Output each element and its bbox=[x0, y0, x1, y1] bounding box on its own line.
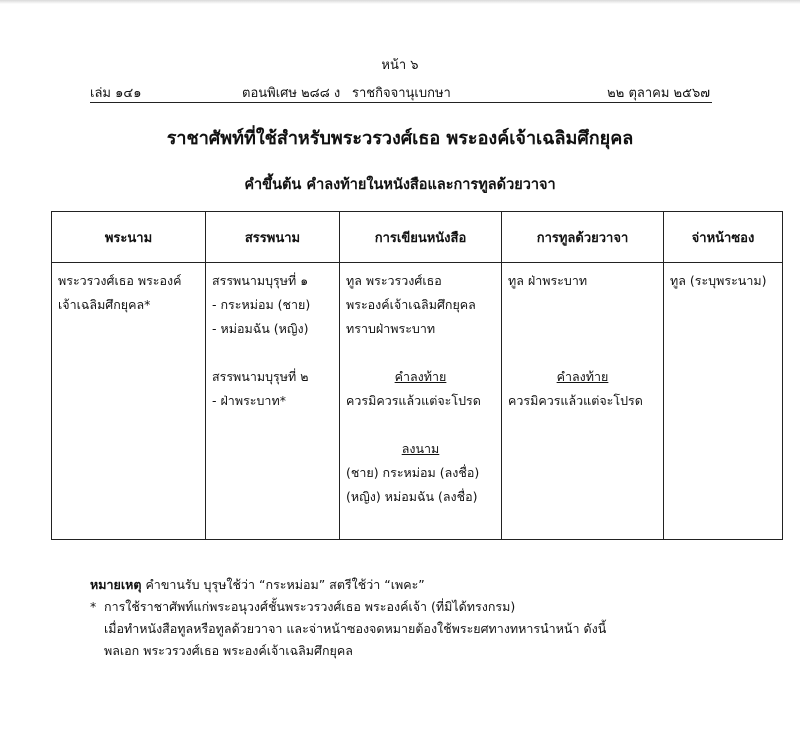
remark-label: หมายเหตุ bbox=[90, 577, 142, 592]
name-line: เจ้าเฉลิมศึกยุคล* bbox=[58, 297, 151, 312]
publish-date: ๒๒ ตุลาคม ๒๕๖๗ bbox=[607, 86, 710, 101]
name-line: พระวรวงศ์เธอ พระองค์ bbox=[58, 273, 182, 288]
column-header-name: พระนาม bbox=[52, 212, 206, 263]
cell-speech bbox=[502, 263, 664, 540]
remark-row bbox=[90, 574, 770, 596]
signature-male: (ชาย) กระหม่อม (ลงชื่อ) bbox=[346, 465, 480, 480]
page-top-edge bbox=[0, 0, 800, 4]
column-header-writing: การเขียนหนังสือ bbox=[340, 212, 502, 263]
footnote-line: พลเอก พระวรวงศ์เธอ พระองค์เจ้าเฉลิมศึกยุคล bbox=[104, 643, 353, 658]
notes-section bbox=[90, 574, 770, 662]
column-header-speech: การทูลด้วยวาจา bbox=[502, 212, 664, 263]
table-header-row bbox=[52, 212, 783, 263]
writing-line: พระองค์เจ้าเฉลิมศึกยุคล bbox=[346, 297, 476, 312]
first-person-female: - หม่อมฉัน (หญิง) bbox=[212, 321, 309, 336]
footnote-row bbox=[90, 596, 770, 618]
volume-label: เล่ม ๑๔๑ bbox=[90, 86, 142, 101]
column-header-envelope: จ่าหน้าซอง bbox=[664, 212, 783, 263]
document-subtitle: คำขึ้นต้น คำลงท้ายในหนังสือและการทูลด้วยวาจา bbox=[244, 177, 556, 193]
table-row bbox=[52, 263, 783, 540]
speech-line: ทูล ฝ่าพระบาท bbox=[508, 273, 588, 288]
signature-female: (หญิง) หม่อมฉัน (ลงชื่อ) bbox=[346, 489, 478, 504]
writing-closing-label: คำลงท้าย bbox=[394, 369, 447, 384]
signature-label: ลงนาม bbox=[401, 441, 440, 456]
envelope-line: ทูล (ระบุพระนาม) bbox=[670, 273, 767, 288]
remark-text: คำขานรับ บุรุษใช้ว่า “กระหม่อม” สตรีใช้ว่า “เพคะ” bbox=[145, 577, 425, 592]
speech-closing-label: คำลงท้าย bbox=[556, 369, 609, 384]
speech-closing-text: ควรมิควรแล้วแต่จะโปรด bbox=[508, 393, 643, 408]
cell-writing bbox=[340, 263, 502, 540]
cell-pronoun bbox=[206, 263, 340, 540]
first-person-label: สรรพนามบุรุษที่ ๑ bbox=[212, 273, 309, 288]
footnote-line: เมื่อทำหนังสือทูลหรือทูลด้วยวาจา และจ่าหน้าซองจดหมายต้องใช้พระยศทางทหารนำหน้า ดังนี้ bbox=[104, 621, 607, 636]
footnote-marker: * bbox=[90, 599, 97, 614]
footnote-line: การใช้ราชาศัพท์แก่พระอนุวงศ์ชั้นพระวรวงศ์เธอ พระองค์เจ้า (ที่มิได้ทรงกรม) bbox=[104, 599, 516, 614]
cell-name bbox=[52, 263, 206, 540]
first-person-male: - กระหม่อม (ชาย) bbox=[212, 297, 311, 312]
cell-envelope bbox=[664, 263, 783, 540]
gazette-header bbox=[90, 82, 712, 103]
section-label: ตอนพิเศษ ๒๘๘ ง bbox=[242, 86, 341, 101]
gazette-name: ราชกิจจานุเบกษา bbox=[352, 86, 451, 101]
writing-line: ทราบฝ่าพระบาท bbox=[346, 321, 436, 336]
royal-vocabulary-table bbox=[51, 211, 783, 540]
page-number: หน้า ๖ bbox=[381, 58, 419, 73]
writing-closing-text: ควรมิควรแล้วแต่จะโปรด bbox=[346, 393, 481, 408]
writing-line: ทูล พระวรวงศ์เธอ bbox=[346, 273, 442, 288]
second-person-label: สรรพนามบุรุษที่ ๒ bbox=[212, 369, 309, 384]
column-header-pronoun: สรรพนาม bbox=[206, 212, 340, 263]
second-person-item: - ฝ่าพระบาท* bbox=[212, 393, 286, 408]
document-title: ราชาศัพท์ที่ใช้สำหรับพระวรวงศ์เธอ พระองค์เจ้าเฉลิมศึกยุคล bbox=[166, 128, 634, 149]
